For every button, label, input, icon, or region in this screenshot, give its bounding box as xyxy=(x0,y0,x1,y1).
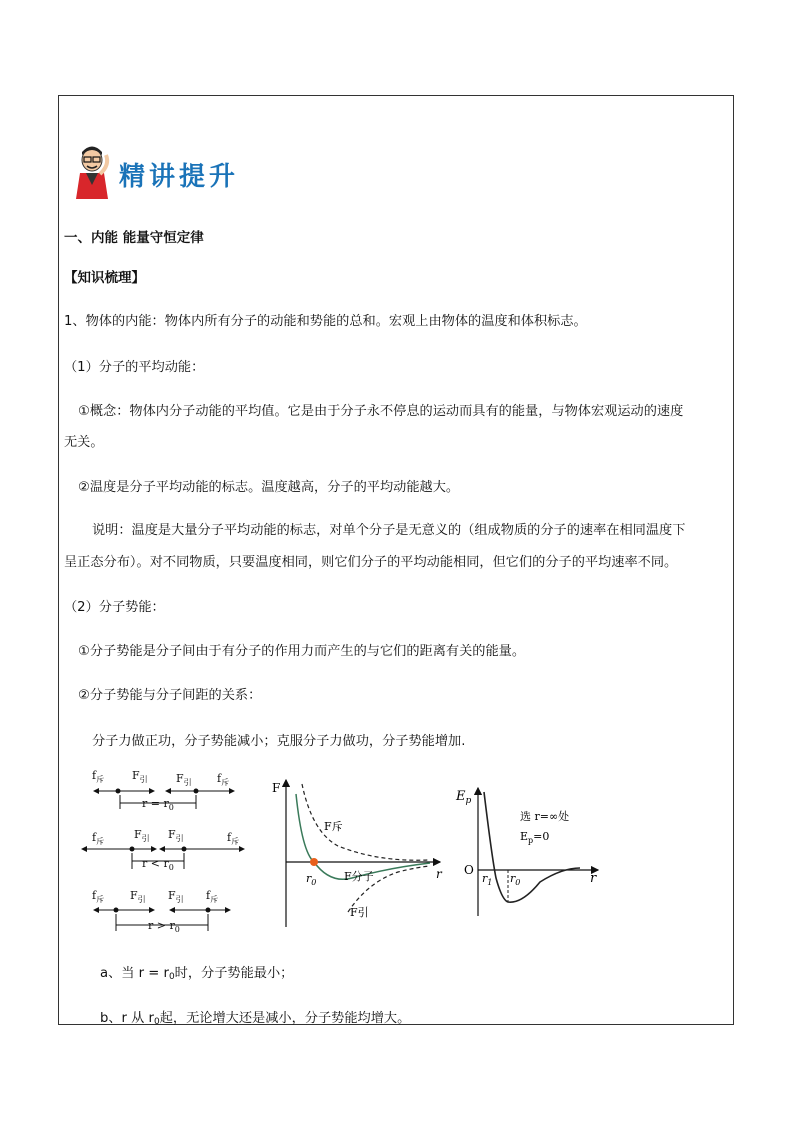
paragraph-5b: 呈正态分布）。对不同物质，只要温度相同，则它们分子的平均动能相同，但它们的分子的平均速率不同。 xyxy=(64,555,678,570)
banner-title: 精讲提升 xyxy=(119,162,240,192)
F-att-label-4: $F_引$ xyxy=(168,828,184,843)
teacher-mascot-icon xyxy=(70,143,114,201)
ref-note-2: $E_p=0$ xyxy=(520,830,550,845)
lt-label: $r < r_0$ xyxy=(142,857,174,872)
paragraph-2: （1）分子的平均动能： xyxy=(64,360,205,375)
r0-point xyxy=(310,858,318,866)
force-y-label: F xyxy=(272,781,281,795)
paragraph-7: ①分子势能是分子间由于有分子的作用力而产生的与它们的距离有关的能量。 xyxy=(78,644,526,659)
paragraph-8: ②分子势能与分子间距的关系： xyxy=(78,688,262,703)
force-r0-label: $r_0$ xyxy=(306,872,317,887)
f-att-curve-label: F引 xyxy=(350,906,369,919)
point-a: a、当 $r = r_0$时，分子势能最小； xyxy=(100,966,294,982)
paragraph-4: ②温度是分子平均动能的标志。温度越高，分子的平均动能越大。 xyxy=(78,480,460,495)
eq-label: $r = r_0$ xyxy=(142,797,174,812)
knowledge-heading: 【知识梳理】 xyxy=(64,270,145,286)
F-att-label-1: $F_引$ xyxy=(132,769,148,784)
ref-note-1: 选 r=∞处 xyxy=(520,810,570,823)
f-rep-label-6: $f_斥$ xyxy=(206,889,219,904)
f-rep-label-3: $f_斥$ xyxy=(92,831,105,846)
paragraph-6: （2）分子势能： xyxy=(64,600,165,615)
paragraph-9: 分子力做正功，分子势能减小；克服分子力做功，分子势能增加. xyxy=(92,734,466,749)
potential-energy-graph xyxy=(452,778,602,918)
f-rep-label-5: $f_斥$ xyxy=(92,889,105,904)
paragraph-1: 1、物体的内能：物体内所有分子的动能和势能的总和。宏观上由物体的温度和体积标志。 xyxy=(64,314,587,329)
gt-label: $r > r_0$ xyxy=(148,919,180,934)
F-att-label-5: $F_引$ xyxy=(130,889,146,904)
f-rep-curve-label: F斥 xyxy=(324,820,343,833)
origin-label: O xyxy=(464,863,474,877)
F-att-label-2: $F_引$ xyxy=(176,772,192,787)
paragraph-3a: ①概念：物体内分子动能的平均值。它是由于分子永不停息的运动而具有的能量，与物体宏观运动的速度 xyxy=(78,404,684,419)
f-rep-label-1: $f_斥$ xyxy=(92,769,105,784)
energy-x-label: r xyxy=(590,871,597,886)
molecular-force-diagram xyxy=(72,765,252,940)
F-att-label-6: $F_引$ xyxy=(168,889,184,904)
f-rep-label-4: $f_斥$ xyxy=(227,831,240,846)
section-title: 一、内能 能量守恒定律 xyxy=(64,230,204,246)
energy-y-label: $E_p$ xyxy=(456,789,472,806)
point-b: b、r 从 $r_0$起，无论增大还是减小，分子势能均增大。 xyxy=(100,1011,411,1027)
paragraph-5a: 说明：温度是大量分子平均动能的标志，对单个分子是无意义的（组成物质的分子的速率在相同温度下 xyxy=(92,523,686,538)
f-rep-label-2: $f_斥$ xyxy=(217,772,230,787)
force-distance-graph xyxy=(268,772,448,932)
f-net-curve-label: F分子 xyxy=(344,870,374,883)
paragraph-3b: 无关。 xyxy=(64,435,104,450)
force-x-label: r xyxy=(436,867,442,881)
r1-label: $r_1$ xyxy=(482,872,493,887)
energy-r0-label: $r_0$ xyxy=(510,872,521,887)
F-att-label-3: $F_引$ xyxy=(134,828,150,843)
